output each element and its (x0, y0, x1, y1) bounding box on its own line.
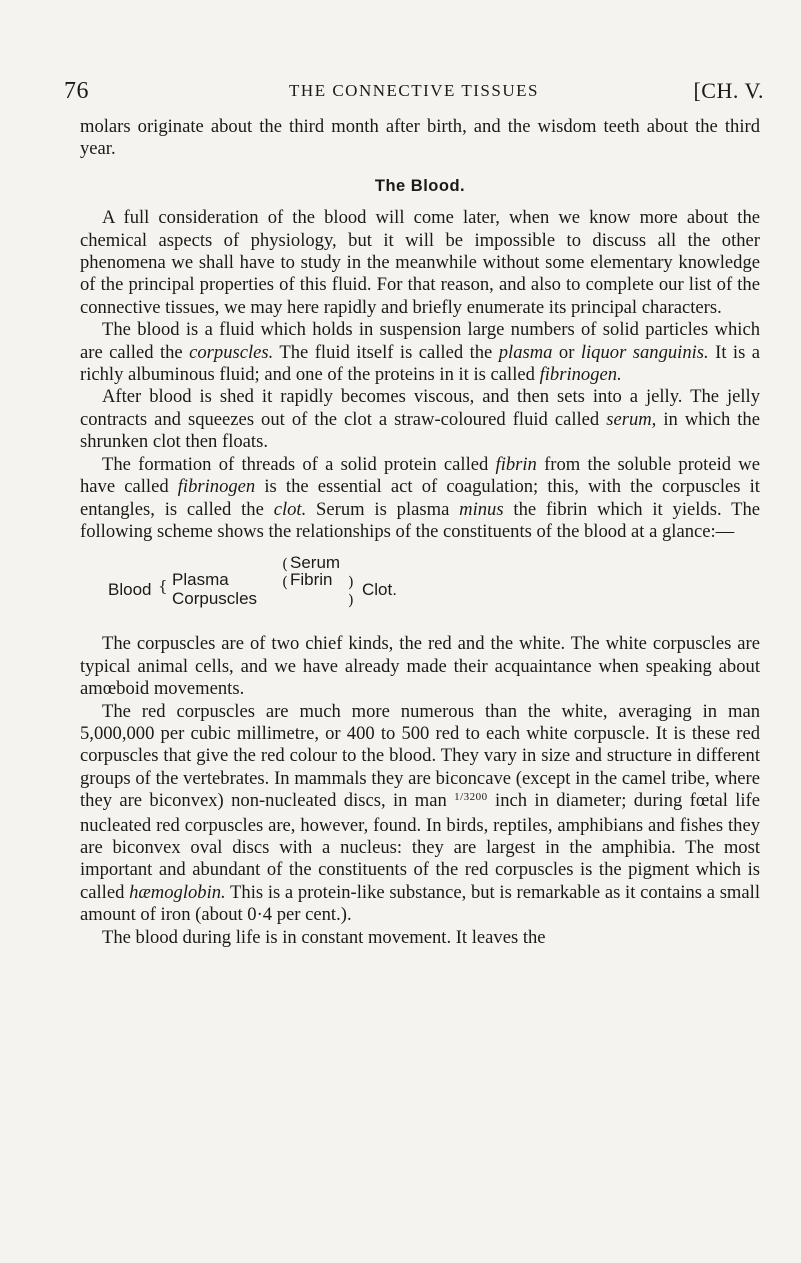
scheme-blood: Blood (108, 580, 152, 600)
brace-clot-top: ) (348, 573, 354, 592)
paragraph: The blood is a fluid which holds in suspension large numbers of solid particles which are called the corpuscles. The fluid itself is called the plasma or liquor sanguinis. It is a richly albuminous fluid; and one of the proteins in it is called fibrinogen. (80, 319, 761, 386)
term-fibrinogen: fibrinogen. (539, 364, 622, 386)
term-fibrin: fibrin (495, 453, 537, 475)
term-haemoglobin: hæmoglobin. (129, 881, 226, 903)
paragraph: The red corpuscles are much more numerous than the white, averaging in man 5,000,000 per cubic millimetre, or 400 to 500 red to each white corpuscle. It is these red corpuscles that give the red colour to the blood. They vary in size and structure in different groups of the vertebrates. In mammals they are biconcave (except in the camel tribe, where they are biconvex) non-nucleated discs, in man $^{1/3200}$ inch in diameter; during fœtal life nucleated red corpuscles are, however, found. In birds, reptiles, amphibians and fishes they are biconvex oval discs with a nucleus: they are largest in the amphibia. The most important and abundant of the constituents of the red corpuscles is the pigment which is called hæmoglobin. This is a protein-like substance, but is remarkable as it contains a small amount of iron (about 0·4 per cent.). (80, 700, 760, 926)
scheme-corpuscles: Corpuscles (172, 589, 258, 609)
running-title: THE CONNECTIVE TISSUES (289, 81, 539, 100)
section-heading: The Blood. (374, 176, 466, 195)
page-number: 76 (64, 78, 89, 104)
paragraph-continuation: molars originate about the third month after birth, and the wisdom teeth about the third year. (80, 116, 760, 160)
term-serum: serum, (606, 408, 657, 430)
term-corpuscles: corpuscles. (189, 341, 274, 363)
chapter-marker: [CH. V. (693, 78, 764, 103)
scheme-fibrin: Fibrin (290, 570, 333, 590)
scheme-serum: Serum (290, 553, 341, 573)
brace-serum-fibrin: ( (282, 555, 288, 574)
scheme-plasma: Plasma (172, 570, 229, 590)
brace-clot-bottom: ) (348, 591, 354, 610)
paragraph: The blood during life is in constant movement. It leaves the (102, 926, 546, 948)
running-header (64, 78, 764, 112)
term-plasma: plasma (498, 341, 553, 363)
blood-scheme-diagram (80, 549, 760, 627)
paragraph: After blood is shed it rapidly becomes viscous, and then sets into a jelly. The jelly contracts and squeezes out of the clot a straw-coloured fluid called serum, in which the shrunken clot then floats. (80, 386, 760, 453)
paragraph: The formation of threads of a solid protein called fibrin from the soluble proteid we have called fibrinogen is the essential act of coagulation; this, with the corpuscles it entangles, is called the clot. Serum is plasma minus the fibrin which it yields. The following scheme shows the relationships of the constituents of the blood at a glance:— (80, 453, 760, 542)
paragraph: A full consideration of the blood will come later, when we know more about the chemical aspects of physiology, but it will be impossible to discuss all the other phenomena we shall have to study in the meanwhile without some elementary knowledge of the principal properties of this fluid. For that reason, and also to complete our list of the connective tissues, we may here rapidly and briefly enumerate its principal characters. (80, 207, 760, 318)
term-liquor-sanguinis: liquor sanguinis. (580, 341, 709, 363)
brace-blood: { (158, 577, 168, 596)
term-clot: clot. (273, 498, 307, 520)
term-minus: minus (459, 498, 504, 520)
fraction-diameter: 1/3200 (454, 791, 488, 804)
brace-plasma-split: ( (282, 573, 288, 592)
scheme-clot: Clot. (362, 580, 397, 600)
paragraph: The corpuscles are of two chief kinds, the red and the white. The white corpuscles are typical animal cells, and we have already made their acquaintance when speaking about amœboid movements. (80, 633, 760, 700)
page-body (80, 116, 760, 949)
term-fibrinogen: fibrinogen (177, 476, 256, 498)
